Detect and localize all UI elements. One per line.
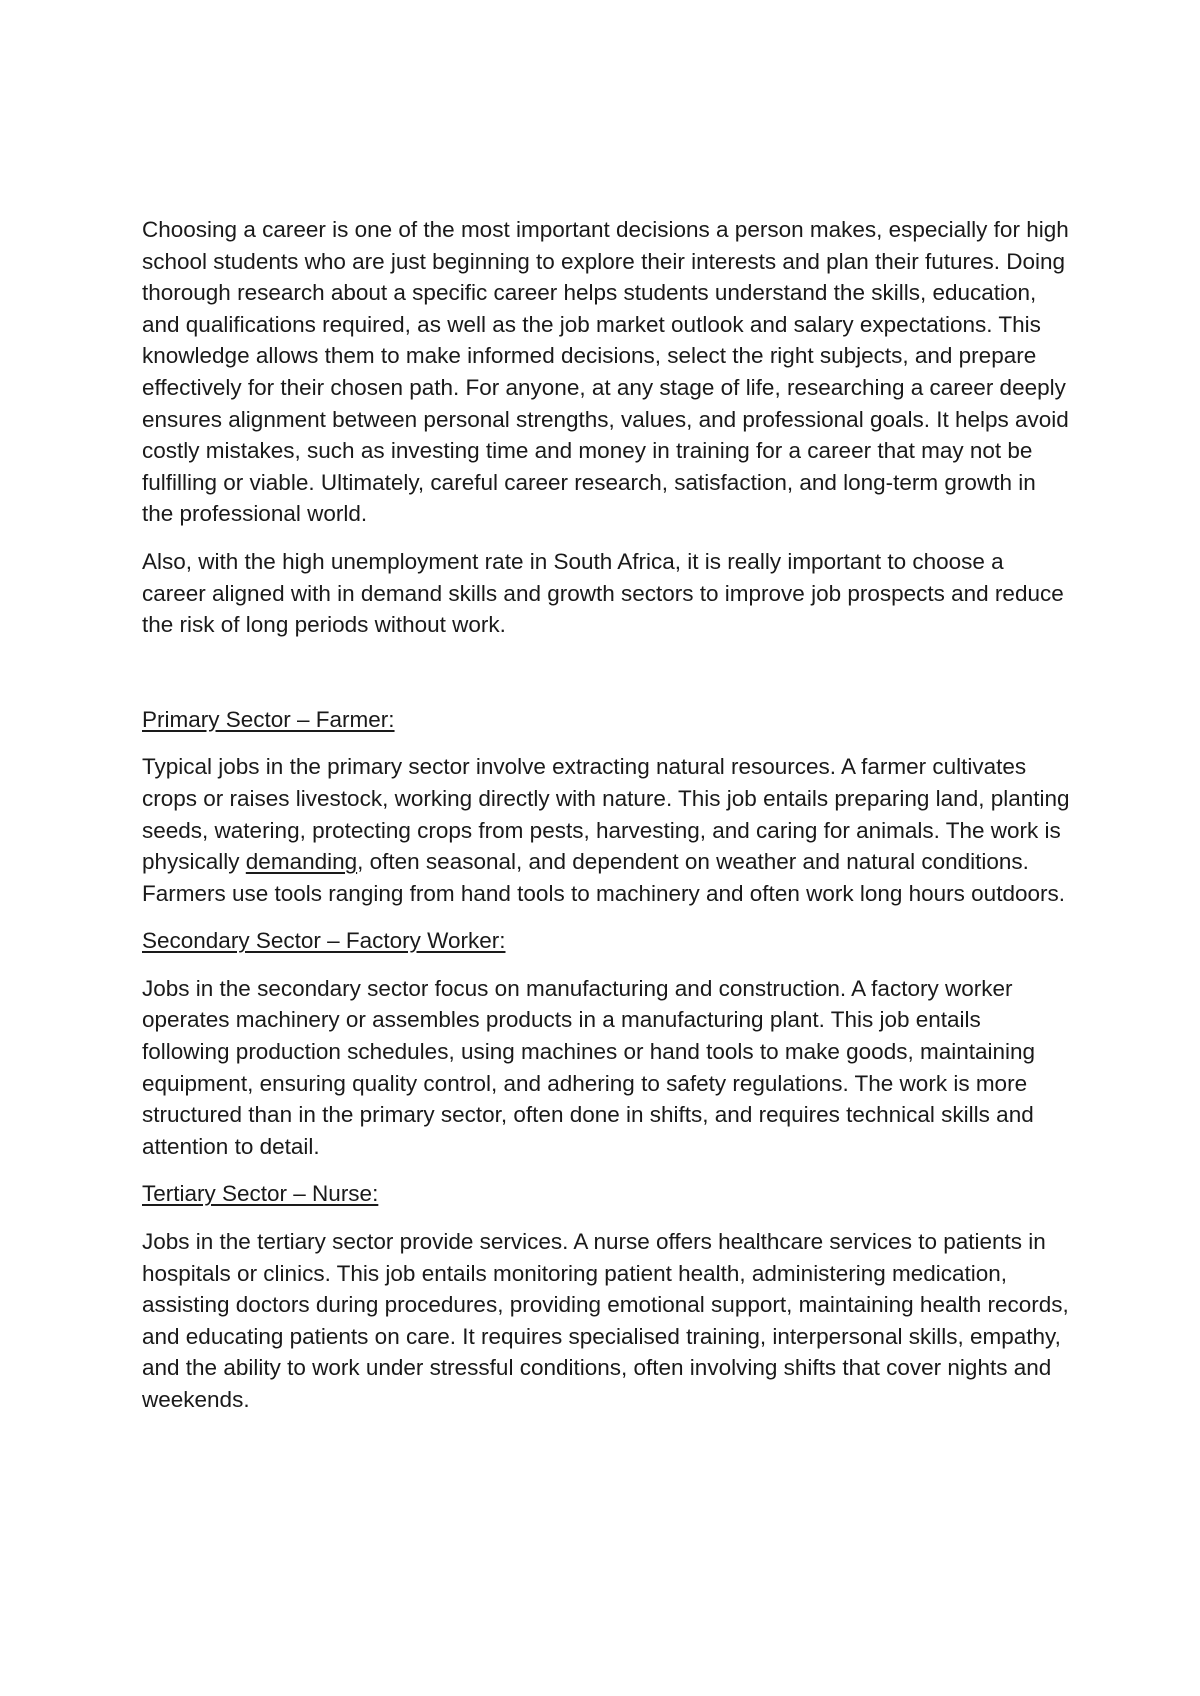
- unemployment-paragraph: Also, with the high unemployment rate in South Africa, it is really important to choose a career aligned with in demand skills and growth sectors to improve job prospects and reduce the risk of long periods without work.: [142, 548, 1064, 638]
- secondary-sector-heading: [142, 925, 1072, 957]
- secondary-sector-heading-text: Secondary Sector – Factory Worker:: [142, 928, 506, 954]
- secondary-sector-paragraph: Jobs in the secondary sector focus on manufacturing and construction. A factory worker operates machinery or assembles products in a manufacturing plant. This job entails following production schedules, using machines or hand tools to make goods, maintaining equipment, ensuring quality control, and adhering to safety regulations. The work is more structured than in the primary sector, often done in shifts, and requires technical skills and attention to detail.: [142, 975, 1036, 1159]
- primary-text-before: Typical jobs in the primary sector involve extracting natural resources. A farmer cultivates crops or raises livestock, working directly with nature. This job entails preparing land, planting seeds, watering, protecting crops from pests, harvesting, and caring for animals. The work is physically: [142, 754, 1070, 875]
- tertiary-sector-heading-text: Tertiary Sector – Nurse:: [142, 1181, 379, 1207]
- intro-paragraph: Choosing a career is one of the most important decisions a person makes, especially for high school students who are just beginning to explore their interests and plan their futures. Doing thorough research about a specific career helps students understand the skills, education, and qualifications required, as well as the job market outlook and salary expectations. This knowledge allows them to make informed decisions, select the right subjects, and prepare effectively for their chosen path. For anyone, at any stage of life, researching a career deeply ensures alignment between personal strengths, values, and professional goals. It helps avoid costly mistakes, such as investing time and money in training for a career that may not be fulfilling or viable. Ultimately, careful career research, satisfaction, and long-term growth in the professional world.: [142, 217, 1069, 527]
- primary-sector-heading: [142, 704, 1072, 736]
- tertiary-sector-heading: [142, 1178, 1072, 1210]
- document-body: [142, 214, 1072, 1432]
- spellcheck-marked-word: demanding: [245, 849, 358, 875]
- primary-sector-heading-text: Primary Sector – Farmer:: [142, 706, 395, 732]
- primary-text-after: , often seasonal, and dependent on weather and natural conditions. Farmers use tools ranging from hand tools to machinery and often work long hours outdoors.: [142, 849, 1065, 906]
- primary-sector-paragraph: [142, 751, 1072, 909]
- tertiary-sector-paragraph: Jobs in the tertiary sector provide services. A nurse offers healthcare services to patients in hospitals or clinics. This job entails monitoring patient health, administering medication, assisting doctors during procedures, providing emotional support, maintaining health records, and educating patients on care. It requires specialised training, interpersonal skills, empathy, and the ability to work under stressful conditions, often involving shifts that cover nights and weekends.: [142, 1229, 1069, 1412]
- section-spacer: [142, 657, 1072, 704]
